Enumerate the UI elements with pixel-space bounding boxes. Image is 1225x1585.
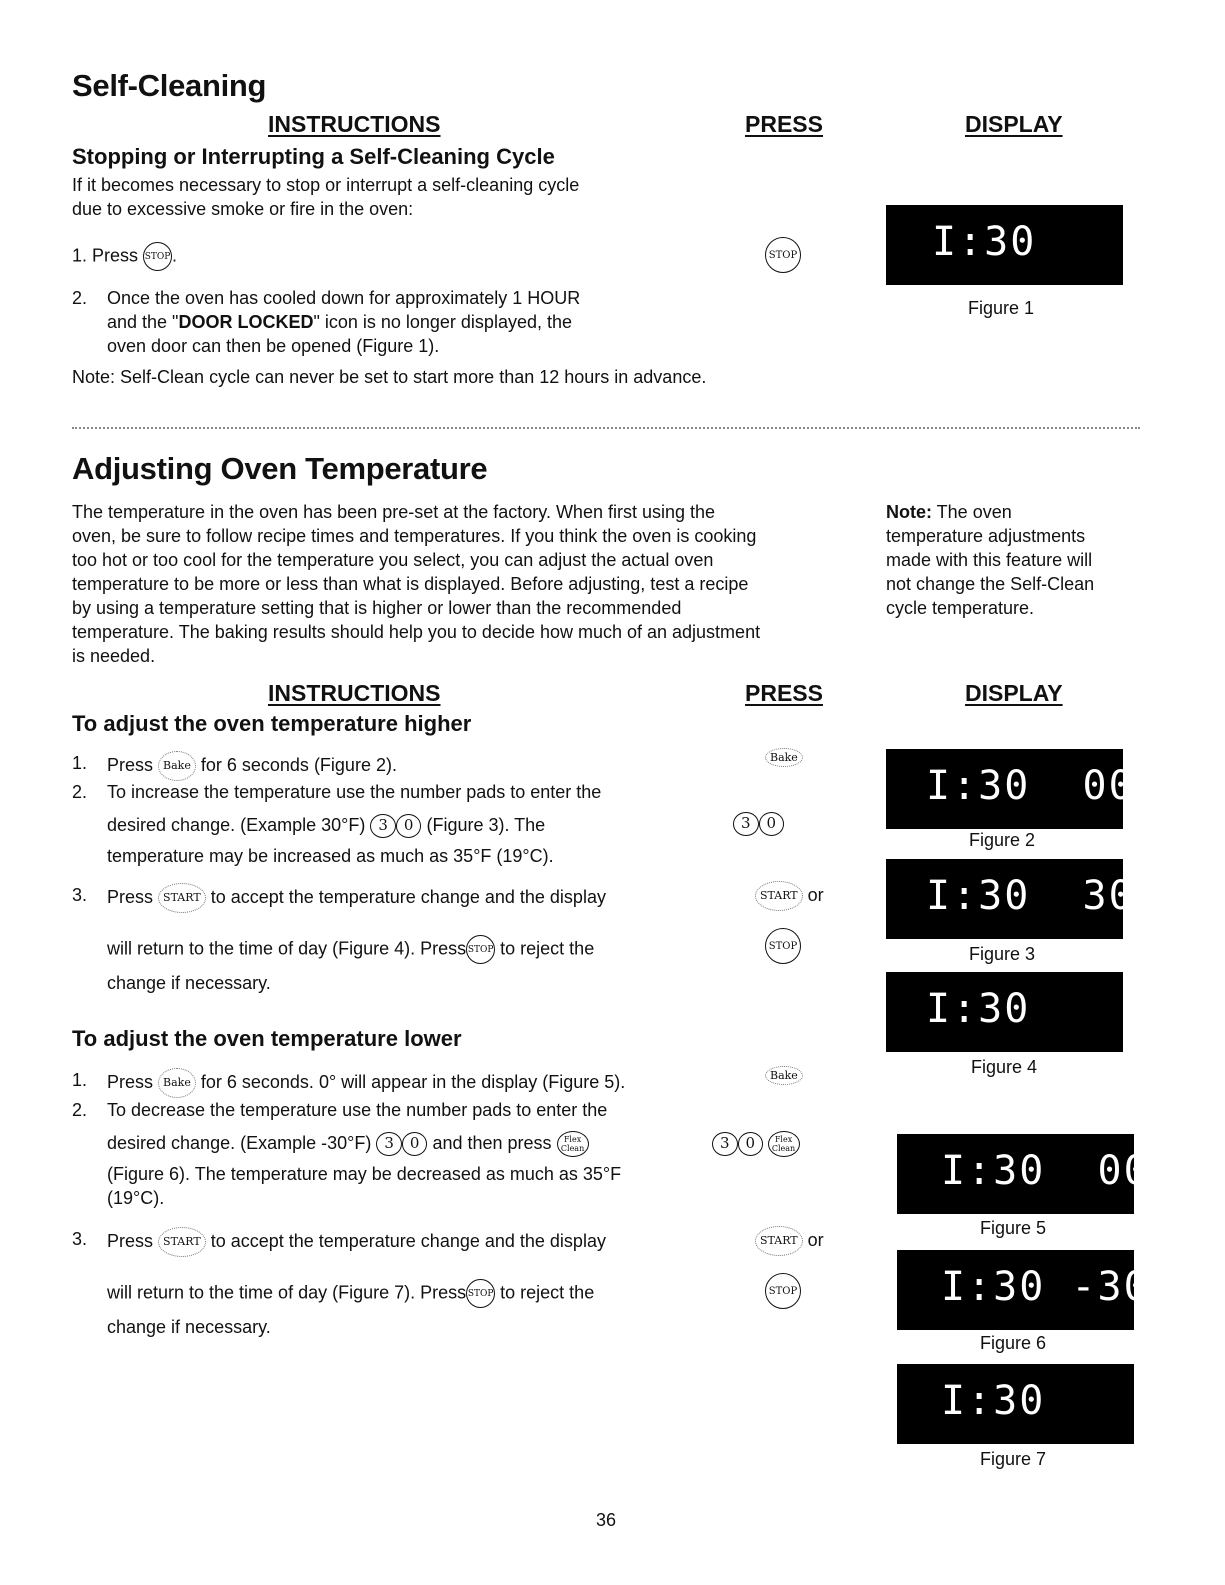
note-text: The oven [932, 502, 1012, 522]
text: (Figure 3). The [426, 815, 546, 835]
step-num: 2. [72, 288, 88, 308]
higher-step-3-line [107, 935, 594, 964]
key-0-icon: 0 [759, 812, 785, 836]
figure-caption: Figure 3 [969, 944, 1036, 964]
page-number: 36 [596, 1510, 617, 1530]
lower-step-2-line [107, 1131, 589, 1157]
door-locked-label: DOOR LOCKED [178, 312, 314, 332]
step-num: 3. [72, 1229, 88, 1249]
text: Press [107, 1230, 154, 1251]
text: Press [107, 1071, 154, 1092]
start-key-icon: START [158, 1227, 206, 1257]
figure-caption: Figure 7 [980, 1449, 1047, 1469]
intro-line: due to excessive smoke or fire in the oven: [72, 199, 414, 219]
step-num: 1. [72, 1070, 88, 1090]
higher-step-2-line [107, 813, 545, 838]
text: desired change. (Example 30°F) [107, 815, 366, 835]
higher-step-1 [107, 751, 397, 781]
note-line: made with this feature will [886, 550, 1093, 570]
press-number-keys [733, 812, 784, 836]
section-subtitle-stopping: Stopping or Interrupting a Self-Cleaning Cycle [72, 144, 555, 169]
lower-step-3-line [107, 1279, 594, 1308]
oven-display-figure-2: I:30 00 [886, 749, 1123, 829]
step-2-line: Once the oven has cooled down for approximately 1 HOUR [107, 288, 581, 308]
text: desired change. (Example -30°F) [107, 1133, 372, 1153]
figure-caption: Figure 5 [980, 1218, 1047, 1238]
figure-caption: Figure 6 [980, 1333, 1047, 1353]
flex-label: Flex [563, 1135, 582, 1145]
higher-step-3-line: change if necessary. [107, 973, 271, 993]
text: to accept the temperature change and the display [210, 1230, 606, 1251]
flex-clean-key-icon [768, 1131, 800, 1157]
section-title-adjusting: Adjusting Oven Temperature [72, 451, 488, 486]
lower-step-1 [107, 1068, 625, 1098]
para-line: oven, be sure to follow recipe times and temperatures. If you think the oven is cooking [72, 526, 757, 546]
step-num: 3. [72, 885, 88, 905]
oven-display-figure-7: I:30 [897, 1364, 1134, 1444]
key-3-icon: 3 [376, 1132, 402, 1156]
flex-label: Flex [774, 1135, 793, 1144]
stop-key-icon: STOP [765, 928, 801, 964]
key-3-icon: 3 [370, 814, 396, 838]
para-line: by using a temperature setting that is higher or lower than the recommended [72, 598, 682, 618]
step-text: 1. Press [72, 245, 139, 266]
press-bake-key [765, 748, 803, 767]
lower-step-2-line: To decrease the temperature use the number pads to enter the [107, 1100, 608, 1120]
para-line: temperature to be more or less than what is displayed. Before adjusting, test a recipe [72, 574, 749, 594]
text: will return to the time of day (Figure 7). Press [107, 1282, 467, 1303]
oven-display-figure-3: I:30 30° [886, 859, 1123, 939]
oven-display-figure-1: I:30 [886, 205, 1123, 285]
higher-step-2-line: temperature may be increased as much as 35°F (19°C). [107, 846, 554, 866]
text: to reject the [500, 938, 595, 959]
note-text: Note: Self-Clean cycle can never be set to start more than 12 hours in advance. [72, 367, 707, 387]
text: Press [107, 886, 154, 907]
page-title-self-cleaning: Self-Cleaning [72, 68, 267, 103]
step-1 [72, 242, 177, 271]
para-line: The temperature in the oven has been pre-set at the factory. When first using the [72, 502, 716, 522]
column-header-press: PRESS [745, 680, 823, 706]
stop-key-icon: STOP [466, 1279, 495, 1308]
lower-step-3-line: change if necessary. [107, 1317, 271, 1337]
key-3-icon: 3 [712, 1132, 738, 1156]
text: for 6 seconds. 0° will appear in the display (Figure 5). [200, 1071, 626, 1092]
text: for 6 seconds (Figure 2). [200, 754, 397, 775]
key-3-icon: 3 [733, 812, 759, 836]
or-text: or [807, 1229, 824, 1250]
step-num: 1. [72, 753, 88, 773]
press-start-key [755, 881, 824, 911]
stop-key-icon: STOP [143, 242, 172, 271]
key-0-icon: 0 [738, 1132, 764, 1156]
section-divider [72, 427, 1140, 429]
or-text: or [807, 884, 824, 905]
column-header-display: DISPLAY [965, 111, 1063, 137]
flex-clean-key-icon [557, 1131, 589, 1157]
text: " icon is no longer displayed, the [313, 312, 573, 332]
key-0-icon: 0 [396, 814, 422, 838]
oven-display-figure-5: I:30 00 [897, 1134, 1134, 1214]
side-note [886, 500, 1146, 620]
bake-key-icon: Bake [158, 1068, 196, 1098]
bake-key-icon: Bake [158, 751, 196, 781]
step-2-line [107, 310, 572, 334]
lower-step-2-line: (19°C). [107, 1188, 165, 1208]
start-key-icon: START [755, 881, 803, 911]
subsection-title-higher: To adjust the oven temperature higher [72, 711, 472, 736]
press-bake-key [765, 1066, 803, 1085]
text: to reject the [500, 1282, 595, 1303]
press-start-key [755, 1226, 824, 1256]
step-num: 2. [72, 782, 88, 802]
figure-caption: Figure 2 [969, 830, 1036, 850]
column-header-instructions: INSTRUCTIONS [268, 680, 441, 706]
clean-label: Clean [771, 1144, 796, 1153]
bake-key-icon: Bake [765, 748, 803, 767]
stop-key-icon: STOP [765, 237, 801, 273]
column-header-instructions: INSTRUCTIONS [268, 111, 441, 137]
para-line: is needed. [72, 646, 156, 666]
oven-display-figure-4: I:30 [886, 972, 1123, 1052]
subsection-title-lower: To adjust the oven temperature lower [72, 1026, 462, 1051]
press-number-keys [712, 1131, 800, 1157]
start-key-icon: START [755, 1226, 803, 1256]
intro-line: If it becomes necessary to stop or interrupt a self-cleaning cycle [72, 175, 580, 195]
text: will return to the time of day (Figure 4). Press [107, 938, 467, 959]
figure-caption: Figure 4 [971, 1057, 1038, 1077]
step-num: 2. [72, 1100, 88, 1120]
step-end: . [172, 245, 178, 266]
press-stop-key [765, 928, 801, 964]
column-header-display: DISPLAY [965, 680, 1063, 706]
higher-step-2-line: To increase the temperature use the number pads to enter the [107, 782, 602, 802]
text: Press [107, 754, 154, 775]
text: and then press [432, 1133, 552, 1153]
higher-step-3-line [107, 883, 606, 913]
clean-label: Clean [560, 1144, 585, 1154]
figure-caption: Figure 1 [968, 298, 1035, 318]
note-line: not change the Self-Clean [886, 574, 1095, 594]
press-stop-key [765, 237, 801, 273]
lower-step-3-line [107, 1227, 606, 1257]
oven-display-figure-6: I:30 -30° [897, 1250, 1134, 1330]
text: to accept the temperature change and the display [210, 886, 606, 907]
step-2-line: oven door can then be opened (Figure 1). [107, 336, 440, 356]
press-stop-key [765, 1273, 801, 1309]
note-line: temperature adjustments [886, 526, 1086, 546]
start-key-icon: START [158, 883, 206, 913]
stop-key-icon: STOP [466, 935, 495, 964]
para-line: temperature. The baking results should help you to decide how much of an adjustment [72, 622, 761, 642]
note-label: Note: [886, 502, 932, 522]
lower-step-2-line: (Figure 6). The temperature may be decreased as much as 35°F [107, 1164, 622, 1184]
text: and the " [107, 312, 179, 332]
intro-paragraph [72, 500, 862, 668]
para-line: too hot or too cool for the temperature you select, you can adjust the actual oven [72, 550, 714, 570]
column-header-press: PRESS [745, 111, 823, 137]
key-0-icon: 0 [402, 1132, 428, 1156]
stop-key-icon: STOP [765, 1273, 801, 1309]
note-line: cycle temperature. [886, 598, 1035, 618]
bake-key-icon: Bake [765, 1066, 803, 1085]
